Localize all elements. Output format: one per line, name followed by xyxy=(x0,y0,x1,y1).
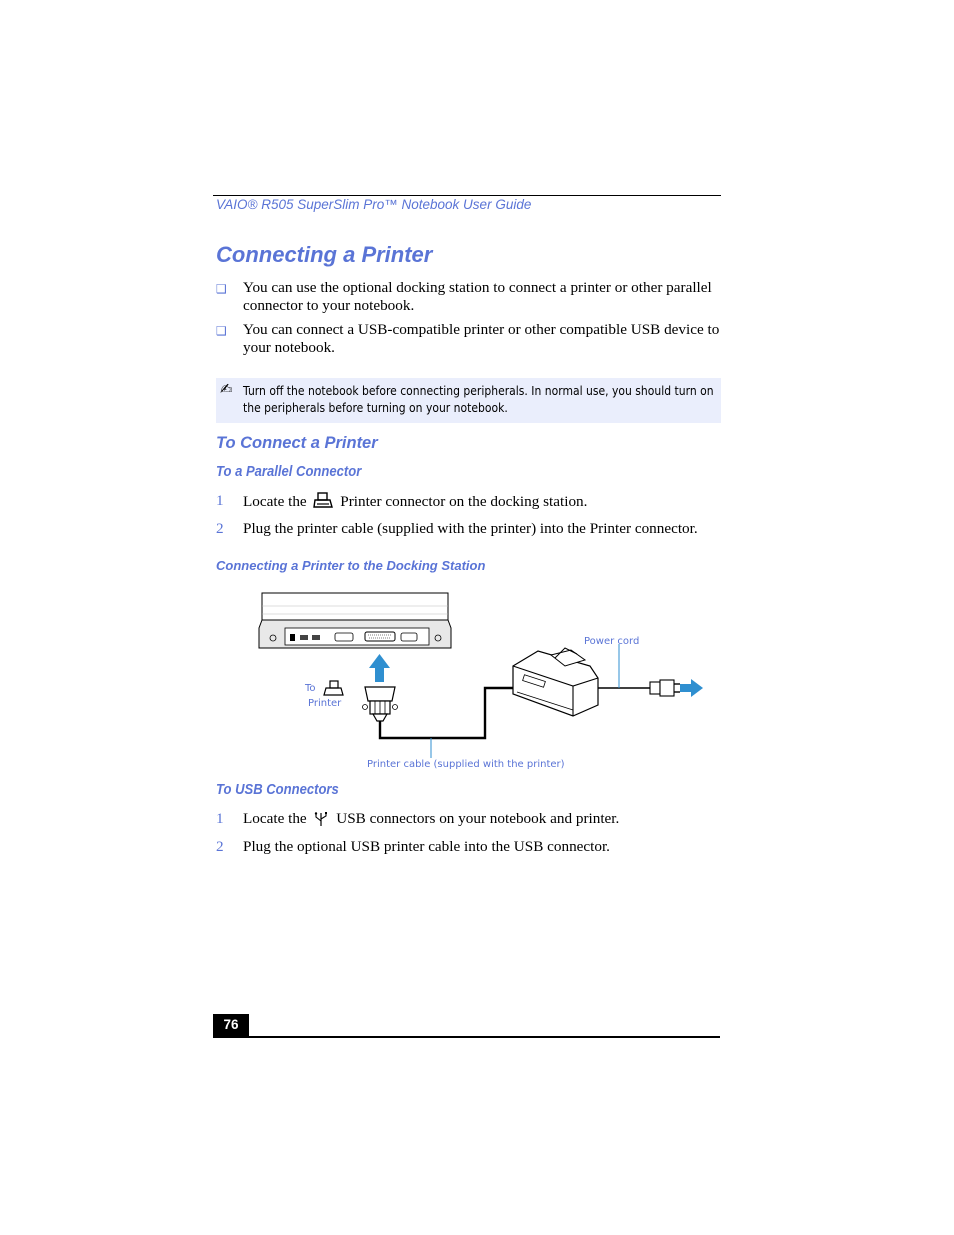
bullet-item xyxy=(216,279,721,319)
power-arrow-right-icon xyxy=(680,679,703,697)
footer-rule xyxy=(213,1036,720,1038)
running-head: VAIO® R505 SuperSlim Pro™ Notebook User Guide xyxy=(216,197,532,212)
step-number: 2 xyxy=(216,520,224,537)
usb-heading: To USB Connectors xyxy=(216,782,339,798)
step-number: 1 xyxy=(216,492,224,509)
header-rule xyxy=(213,195,721,196)
usb-icon xyxy=(313,811,329,832)
bullet-text: You can use the optional docking station to connect a printer or other parallel connector to your notebook. xyxy=(243,279,712,314)
step-text-before: Locate the xyxy=(243,810,307,827)
to-label: To xyxy=(305,683,316,694)
parallel-heading: To a Parallel Connector xyxy=(216,464,362,480)
note-box xyxy=(216,378,721,423)
power-cord-label: Power cord xyxy=(584,636,640,647)
printer-icon xyxy=(313,492,333,515)
bullet-item xyxy=(216,321,721,361)
pen-note-icon: ✍ xyxy=(220,380,233,398)
step-text: Plug the printer cable (supplied with the printer) into the Printer connector. xyxy=(243,520,698,537)
step-text-before: Locate the xyxy=(243,493,307,510)
bullet-text: You can connect a USB-compatible printer or other compatible USB device to your notebook. xyxy=(243,321,720,356)
step-text-after: Printer connector on the docking station. xyxy=(340,493,588,510)
connect-arrow-up-icon xyxy=(369,654,390,682)
printer-cable-label: Printer cable (supplied with the printer) xyxy=(367,759,565,770)
docking-station-printer-illustration xyxy=(255,588,715,778)
note-text: Turn off the notebook before connecting peripherals. In normal use, you should turn on the peripherals before turning on your notebook. xyxy=(243,384,714,415)
bullet-box-icon: ❑ xyxy=(216,324,227,338)
power-plug xyxy=(650,680,680,696)
figure-title: Connecting a Printer to the Docking Station xyxy=(216,558,486,573)
parallel-connector-plug xyxy=(363,687,398,721)
section-heading: To Connect a Printer xyxy=(216,434,378,452)
bullet-box-icon: ❑ xyxy=(216,282,227,296)
page-title: Connecting a Printer xyxy=(216,242,433,267)
printer-label: Printer xyxy=(308,698,342,709)
step-text: Plug the optional USB printer cable into the USB connector. xyxy=(243,838,610,855)
step-text-after: USB connectors on your notebook and printer. xyxy=(336,810,620,827)
printer-label-icon xyxy=(324,681,343,695)
page-number: 76 xyxy=(213,1014,249,1036)
step-number: 2 xyxy=(216,838,224,855)
printer-drawing xyxy=(513,648,598,716)
docking-station-drawing xyxy=(259,593,451,648)
printer-cable-line xyxy=(380,688,517,738)
step-number: 1 xyxy=(216,810,224,827)
